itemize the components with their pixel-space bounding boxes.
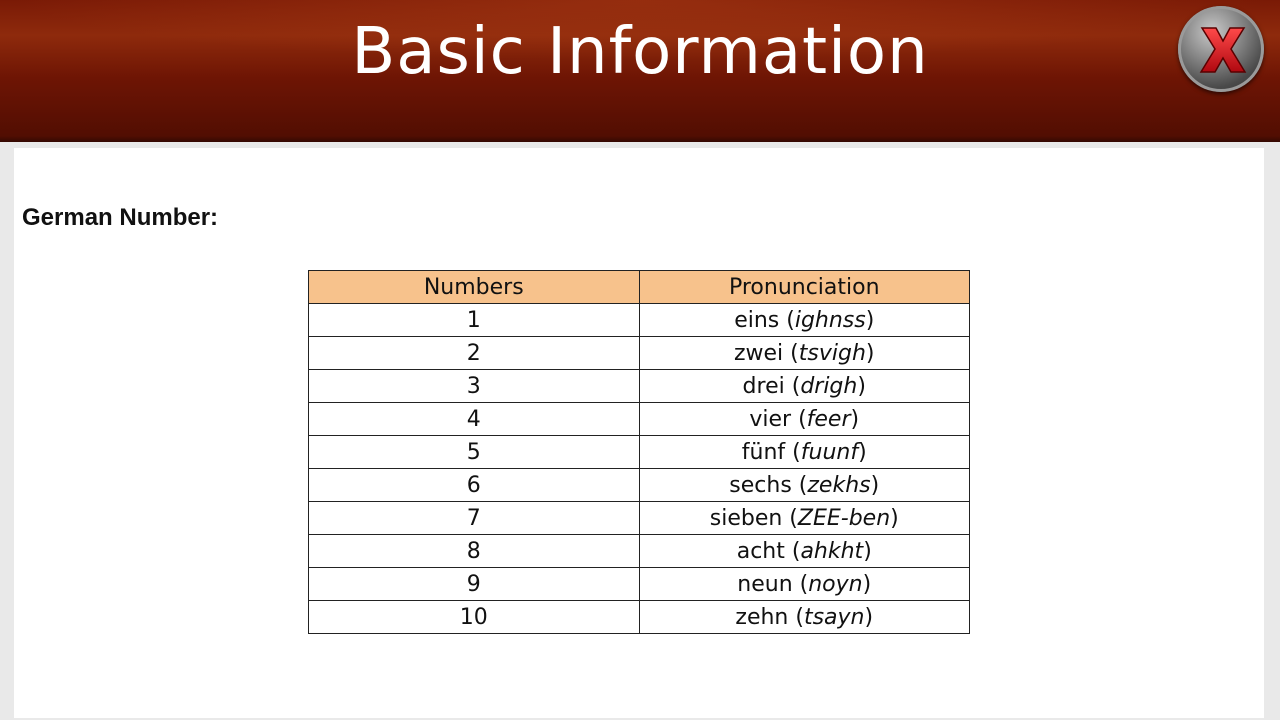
number-cell: 2	[309, 337, 640, 370]
number-cell: 1	[309, 304, 640, 337]
table-row	[309, 403, 970, 436]
german-word: eins	[734, 307, 780, 333]
number-cell: 10	[309, 601, 640, 634]
pronunciation-cell: fünf (fuunf)	[639, 436, 970, 469]
german-word: vier	[749, 406, 792, 432]
pronunciation-cell: neun (noyn)	[639, 568, 970, 601]
table-row	[309, 370, 970, 403]
number-cell: 4	[309, 403, 640, 436]
section-label: German Number:	[22, 204, 219, 231]
pronunciation-cell: zwei (tsvigh)	[639, 337, 970, 370]
table-row	[309, 469, 970, 502]
pronunciation-guide: feer	[806, 406, 851, 432]
pronunciation-guide: noyn	[808, 571, 863, 597]
number-cell: 8	[309, 535, 640, 568]
pronunciation-guide: ZEE-ben	[797, 505, 891, 531]
pronunciation-guide: ighnss	[794, 307, 866, 333]
column-header-numbers: Numbers	[309, 271, 640, 304]
table-row	[309, 436, 970, 469]
pronunciation-guide: tsvigh	[798, 340, 866, 366]
number-cell: 6	[309, 469, 640, 502]
header-bar	[0, 0, 1280, 142]
german-word: sieben	[709, 505, 783, 531]
german-word: fünf	[741, 439, 786, 465]
pronunciation-guide: zekhs	[807, 472, 871, 498]
german-word: zehn	[735, 604, 789, 630]
german-word: drei	[742, 373, 785, 399]
pronunciation-cell: sieben (ZEE-ben)	[639, 502, 970, 535]
pronunciation-guide: ahkht	[800, 538, 864, 564]
pronunciation-cell: drei (drigh)	[639, 370, 970, 403]
german-word: neun	[737, 571, 793, 597]
number-cell: 7	[309, 502, 640, 535]
table-header-row	[309, 271, 970, 304]
table-row	[309, 568, 970, 601]
german-word: sechs	[729, 472, 792, 498]
table-row	[309, 502, 970, 535]
pronunciation-guide: tsayn	[803, 604, 865, 630]
content-panel	[14, 148, 1264, 718]
page-title: Basic Information	[351, 15, 929, 89]
pronunciation-cell: eins (ighnss)	[639, 304, 970, 337]
table-row	[309, 337, 970, 370]
column-header-pronunciation: Pronunciation	[639, 271, 970, 304]
pronunciation-cell: vier (feer)	[639, 403, 970, 436]
pronunciation-cell: sechs (zekhs)	[639, 469, 970, 502]
number-cell: 9	[309, 568, 640, 601]
german-word: acht	[736, 538, 785, 564]
german-word: zwei	[733, 340, 784, 366]
close-button[interactable]	[1178, 6, 1264, 92]
pronunciation-guide: fuunf	[800, 439, 859, 465]
table-row	[309, 601, 970, 634]
pronunciation-guide: drigh	[800, 373, 858, 399]
close-x-icon	[1178, 6, 1264, 92]
table-row	[309, 535, 970, 568]
german-numbers-table	[308, 270, 970, 634]
table-row	[309, 304, 970, 337]
number-cell: 3	[309, 370, 640, 403]
pronunciation-cell: acht (ahkht)	[639, 535, 970, 568]
pronunciation-cell: zehn (tsayn)	[639, 601, 970, 634]
number-cell: 5	[309, 436, 640, 469]
